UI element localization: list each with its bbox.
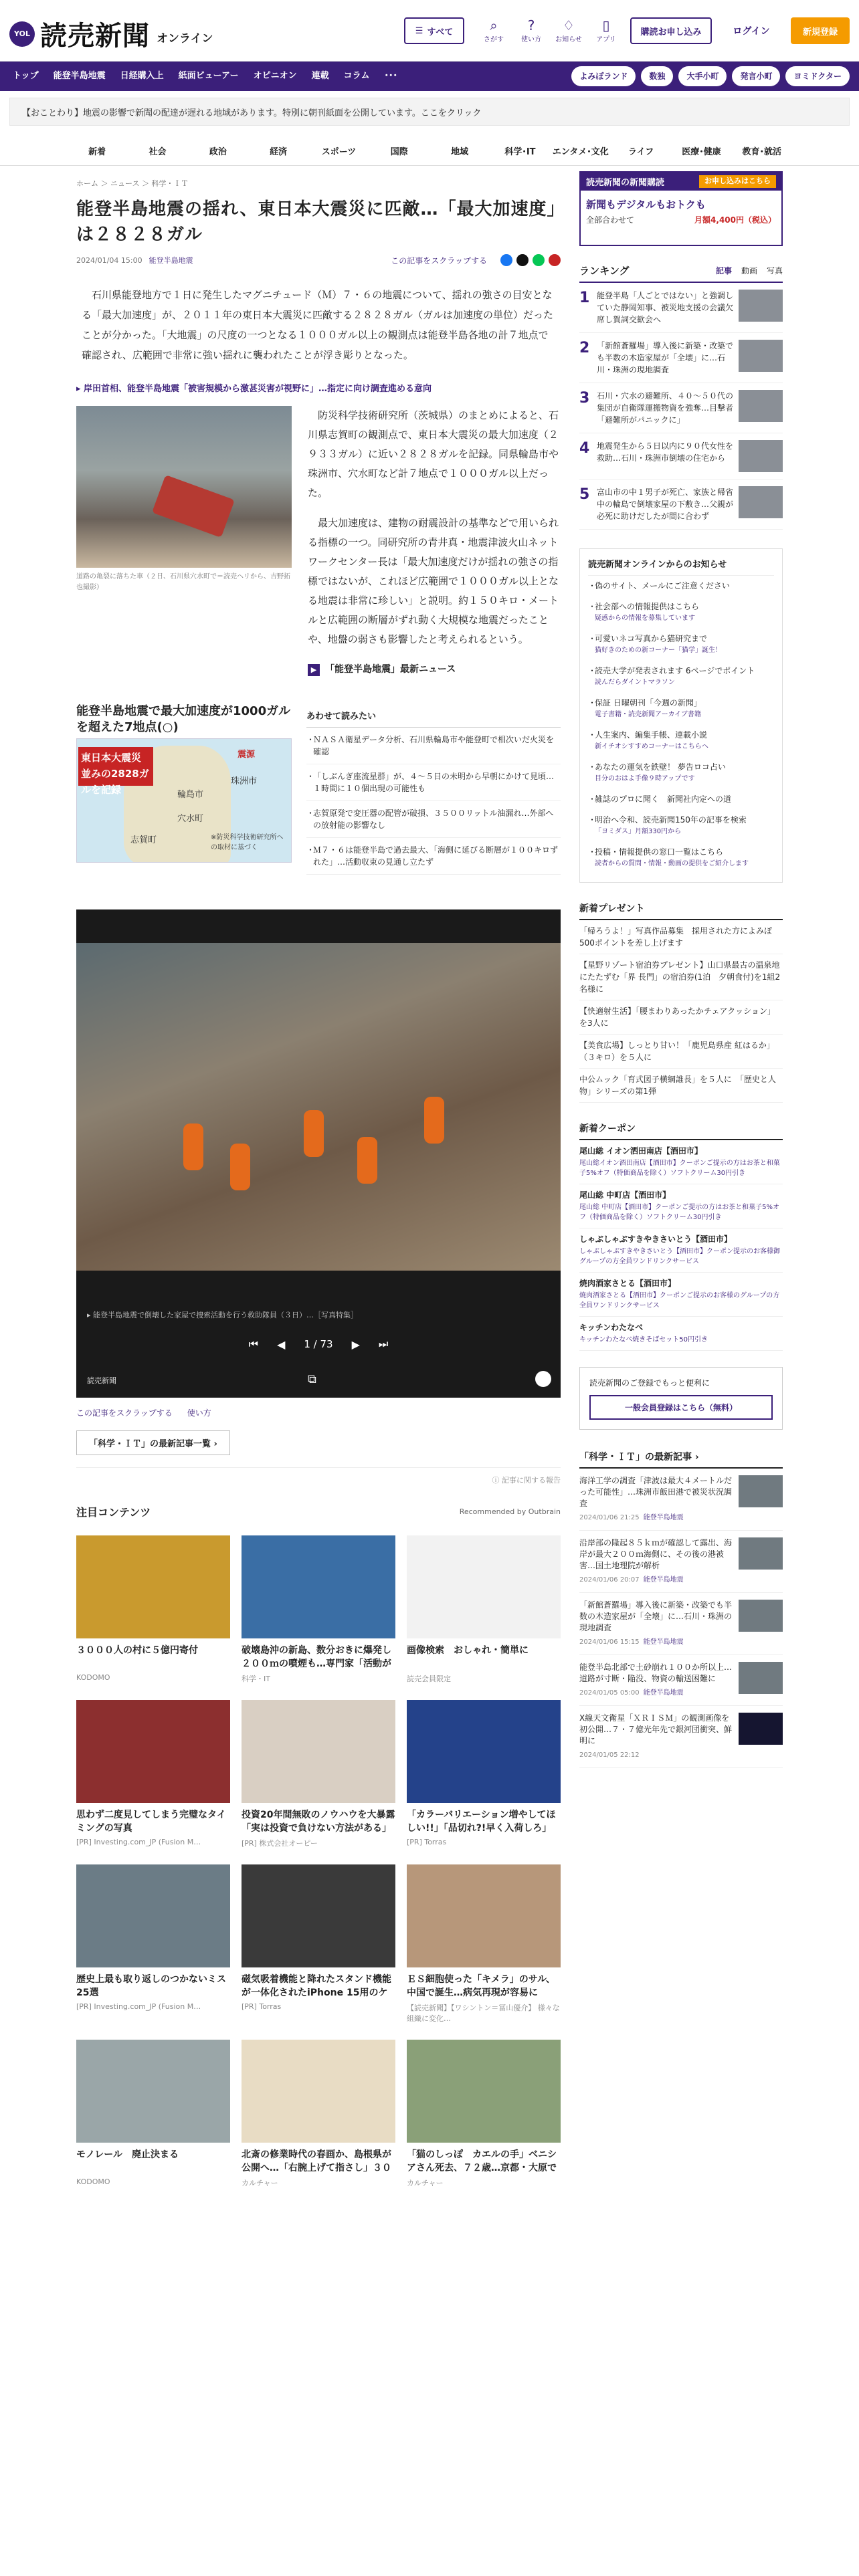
map-title: 能登半島地震で最大加速度が1000ガルを超えた7地点(○) bbox=[76, 704, 291, 734]
ranking-item[interactable]: 3 石川・穴水の避難所、４０～５０代の集団が自衛隊運搬物資を強奪…目撃者「避難所がパニックに」 bbox=[579, 383, 783, 433]
service-link[interactable]: ヨミドクター bbox=[785, 66, 850, 86]
ranking-thumb bbox=[739, 390, 783, 422]
section-tab[interactable]: エンタメ･文化 bbox=[552, 147, 609, 157]
recommend-card[interactable]: ３０００人の村に５億円寄付 KODOMO bbox=[76, 1535, 230, 1684]
gnav-item[interactable]: オピニオン bbox=[253, 71, 297, 81]
article-title: 能登半島地震の揺れ、東日本大震災に匹敵…「最大加速度」は２８２８ガル bbox=[76, 199, 557, 245]
present-heading: 新着プレゼント bbox=[579, 901, 783, 920]
map-label: 志賀町 bbox=[130, 835, 157, 845]
section-tab[interactable]: 地域 bbox=[451, 147, 469, 157]
article-date: 2024/01/04 15:00 bbox=[76, 256, 142, 265]
mail-icon[interactable] bbox=[549, 254, 561, 266]
last-icon[interactable]: ⏭ bbox=[378, 1337, 389, 1350]
announcement-item[interactable]: ・ 可愛いネコ写真から猫研究まで 猫好きのための新コーナー「猫学」誕生！ bbox=[588, 629, 774, 661]
line-icon[interactable] bbox=[533, 254, 545, 266]
card-image bbox=[407, 1700, 561, 1803]
article-lead: 石川県能登地方で１日に発生したマグニチュード（Ｍ）７・６の地震について、揺れの強さの目安となる「最大加速度」が、２０１１年の東日本大震災に匹敵する２８２８ガル（ガルは加速度の単位）だったことが分かった。「大地震」の尺度の一つとなる１０００ガル以上の観測点は能登半島各地の計７地点で確認され、広範囲で非常に強い揺れに襲われたことが浮き彫りとなった。 bbox=[82, 289, 554, 361]
coupon-item[interactable]: 焼肉酒家さとる【酒田市】 焼肉酒家さとる【酒田市】クーポンご提示のお客様のグループの方全員ワンドリンクサービス bbox=[579, 1273, 783, 1317]
recommend-card[interactable]: 歴史上最も取り返しのつかないミス25選 [PR] Investing.com_JP (Fusion M… bbox=[76, 1864, 230, 2024]
card-image bbox=[76, 1700, 230, 1803]
article-tools bbox=[76, 1407, 561, 1418]
map-readalso-block bbox=[76, 704, 561, 875]
map-label: 珠洲市 bbox=[231, 776, 258, 786]
announcement-item[interactable]: ・ 投稿・情報提供の窓口一覧はこちら 読者からの質問・情報・動画の提供をご紹介します bbox=[588, 842, 774, 874]
member-register-box bbox=[579, 1367, 783, 1430]
announcement-item[interactable]: ・ 保証 日曜朝刊「今週の新聞」 電子書籍・読売新聞アーカイブ書籍 bbox=[588, 693, 774, 725]
coupon-item[interactable]: 尾山総 イオン洒田南店【酒田市】 尾山総イオン酒田南店【酒田市】クーポンご提示の方はお茶と和菓子5%オフ（特価商品を除く）ソフトクリーム30円引き bbox=[579, 1140, 783, 1184]
attention-header bbox=[76, 1504, 561, 1519]
ranking-item[interactable]: 4 地震発生から５日以内に９０代女性を救助…石川・珠洲市倒壊の住宅から bbox=[579, 433, 783, 479]
coupon-heading: 新着クーポン bbox=[579, 1121, 783, 1140]
service-links bbox=[571, 66, 850, 86]
search-button[interactable]: ⌕ さがす bbox=[478, 17, 510, 43]
app-icon: ▯ bbox=[602, 17, 610, 33]
prev-icon[interactable]: ◀ bbox=[277, 1337, 286, 1351]
search-icon: ⌕ bbox=[490, 17, 498, 33]
article-photo[interactable] bbox=[76, 406, 292, 568]
gallery-brand: 読売新聞 bbox=[87, 1376, 116, 1385]
recommend-card[interactable]: モノレール 廃止決まる KODOMO bbox=[76, 2040, 230, 2188]
recommend-card[interactable]: 破壊島沖の新島、数分おきに爆発し２００ｍの噴煙も…専門家「活動が 科学・IT bbox=[242, 1535, 395, 1684]
map-highlight-label: 東日本大震災並みの2828ガルを記録 bbox=[78, 747, 153, 786]
ranking-thumb bbox=[739, 290, 783, 322]
announcement-item[interactable]: ・ 雑誌のプロに聞く 新聞社内定への道 bbox=[588, 789, 774, 810]
logo-title: 読売新聞 bbox=[40, 20, 150, 51]
read-also-item[interactable]: ・ 「しぶんぎ座流星群」が、４～５日の未明から早朝にかけて見頃…１時間に１０個出現の可能性も bbox=[306, 764, 561, 801]
arrow-icon: ▶ bbox=[308, 664, 320, 676]
present-item[interactable]: 【星野リゾート宿泊券プレゼント】山口県最古の温泉地にたたずむ「界 長門」の宿泊券(1泊 夕朝食付)を1組2名様に bbox=[579, 954, 783, 1000]
service-link[interactable]: 大手小町 bbox=[678, 66, 727, 86]
section-tab[interactable]: 政治 bbox=[209, 147, 227, 157]
card-image bbox=[407, 2040, 561, 2143]
article-paragraph: 最大加速度は、建物の耐震設計の基準などで用いられる指標の一つ。同研究所の青井真・地震津波火山ネットワークセンター長は「最大加速度だけが揺れの強さの指標ではないが、これほど広範囲で１０００ガル以上となる地震は非常に珍しい」と説明。約１５０キロ・メートルと広範囲の断層がずれ動く大規模な地震だったことや、地盤の弱さも影響したと考えられるという。 bbox=[308, 517, 559, 645]
article-tag[interactable]: 能登半島地震 bbox=[149, 256, 193, 265]
latest-item[interactable]: 「新館蒼羅場」導入後に新築・改築でも半数の木造家屋が「全壊」に…石川・珠洲の現地調査 2024/01/06 15:15 能登半島地震 bbox=[579, 1593, 783, 1655]
zoom-icon[interactable] bbox=[535, 1371, 551, 1387]
help-icon: ? bbox=[527, 17, 535, 33]
card-image bbox=[76, 1864, 230, 1967]
map-note: ※防災科学技術研究所への取材に基づく bbox=[211, 834, 284, 851]
map-figure[interactable] bbox=[76, 704, 292, 875]
coupon-item[interactable]: 尾山総 中町店【酒田市】 尾山総 中町店【酒田市】クーポンご提示の方はお茶と和菓子5%オフ（特価商品を除く）ソフトクリーム30円引き bbox=[579, 1184, 783, 1228]
recommend-card[interactable]: 北斎の修業時代の春画か、島根県が公開へ…「右腕上げて指さし」３０ カルチャー bbox=[242, 2040, 395, 2188]
ranking-title: ランキング bbox=[579, 265, 630, 277]
latest-item[interactable]: 海洋工学の調査「津波は最大４メートルだった可能性」…珠洲市飯田港で被災状況調査 2024/01/06 21:25 能登半島地震 bbox=[579, 1469, 783, 1531]
gallery-counter: 1 / 73 bbox=[304, 1338, 333, 1350]
ranking-tab[interactable]: 動画 bbox=[741, 266, 757, 276]
facebook-icon[interactable] bbox=[500, 254, 512, 266]
report-link[interactable]: ⓘ 記事に関する報告 bbox=[76, 1467, 561, 1485]
read-also-item[interactable]: ・ Ｍ７・６は能登半島で過去最大、「海側に延びる断層が１００キロずれた」…活動収束の見通し立たず bbox=[306, 838, 561, 875]
ranking-tab[interactable]: 記事 bbox=[715, 266, 732, 276]
gnav-item[interactable]: トップ bbox=[13, 71, 39, 81]
latest-item[interactable]: X線天文衛星「ＸＲＩＳＭ」の観測画像を初公開…７・７億光年先で銀河団衝突、鮮明に 2024/01/05 22:12 bbox=[579, 1706, 783, 1768]
recommend-card[interactable]: 思わず二度見してしまう完璧なタイミングの写真 [PR] Investing.com_JP (Fusion M… bbox=[76, 1700, 230, 1848]
section-tab[interactable]: スポーツ bbox=[321, 147, 357, 157]
coupon-item[interactable]: キッチンわたなべ キッチンわたなべ焼きそばセット50円引き bbox=[579, 1317, 783, 1351]
article-column bbox=[76, 171, 561, 2188]
card-image bbox=[242, 2040, 395, 2143]
read-also-item[interactable]: ・ 志賀原発で変圧器の配管が破損、３５００リットル油漏れ…外部への放射能の影響なし bbox=[306, 801, 561, 838]
announcement-item[interactable]: ・ 明治へ令和、読売新聞150年の記事を検索 「ヨミダス」月額330円から bbox=[588, 810, 774, 842]
service-link[interactable]: 数独 bbox=[641, 66, 673, 86]
announcements-title: 読売新聞オンラインからのお知らせ bbox=[588, 557, 774, 576]
ranking-item[interactable]: 5 富山市の中１男子が死亡、家族と帰省中の輪島で倒壊家屋の下敷き…父親が必死に助けだしたが間に合わず bbox=[579, 479, 783, 530]
category-latest-heading[interactable]: 「科学・ＩＴ」の最新記事 › bbox=[579, 1450, 783, 1469]
card-image bbox=[76, 2040, 230, 2143]
gallery-caption[interactable]: ▸ 能登半島地震で倒壊した家屋で捜索活動を行う救助隊員（３日）…［写真特集］ bbox=[87, 1311, 359, 1319]
service-link[interactable]: よみぽランド bbox=[571, 66, 636, 86]
global-nav bbox=[0, 62, 859, 91]
play-icon: ▸ bbox=[87, 1311, 94, 1319]
latest-thumb bbox=[739, 1475, 783, 1507]
related-link[interactable]: ▸ 岸田首相、能登半島地震「被害規模から激甚災害が視野に」…指定に向け調査進める意向 bbox=[76, 384, 432, 394]
member-register-text: 読売新聞のご登録でもっと便利に bbox=[589, 1378, 710, 1388]
first-icon[interactable]: ⏮ bbox=[248, 1337, 259, 1350]
logo-badge: YOL bbox=[9, 21, 35, 47]
recommend-card[interactable]: 「カラーバリエーション増やしてほしい!!」「品切れ?!早く入荷しろ」 [PR] Torras bbox=[407, 1700, 561, 1848]
coupon-item[interactable]: しゃぶしゃぶすきやきさいとう【酒田市】 しゃぶしゃぶすきやきさいとう【酒田市】クーポン提示のお客様御グループの方全員ワンドリンクサービス bbox=[579, 1228, 783, 1273]
notice-banner[interactable]: 【おことわり】地震の影響で新聞の配達が遅れる地域があります。特別に朝刊紙面を公開しています。ここをクリック bbox=[9, 98, 850, 126]
section-tab[interactable]: 経済 bbox=[270, 147, 288, 157]
article-figure-block bbox=[76, 406, 561, 679]
section-tab[interactable]: 教育･就活 bbox=[742, 147, 782, 157]
latest-item[interactable]: 能登半島北部で土砂崩れ１００か所以上…道路が寸断・陥没、物資の輸送困難に 2024/01/05 05:00 能登半島地震 bbox=[579, 1655, 783, 1706]
howto-link[interactable]: 使い方 bbox=[187, 1408, 211, 1418]
all-menu-button[interactable]: ☰ すべて bbox=[404, 17, 464, 44]
card-image bbox=[76, 1535, 230, 1638]
announcement-item[interactable]: ・ 偽のサイト、メールにご注意ください bbox=[588, 576, 774, 597]
present-item[interactable]: 「帰ろうよ！」写真作品募集 採用された方によみぽ500ポイントを差し上げます bbox=[579, 920, 783, 954]
photo-caption: 道路の亀裂に落ちた車（２日、石川県穴水町で＝読売ヘリから、吉野拓也撮影） bbox=[76, 573, 290, 591]
map-label: 穴水町 bbox=[177, 814, 204, 824]
more-icon[interactable]: ･･･ bbox=[384, 71, 398, 81]
section-tab[interactable]: 国際 bbox=[390, 147, 408, 157]
subscribe-button[interactable]: 購読お申し込み bbox=[630, 17, 712, 44]
logo-subtitle: オンライン bbox=[157, 32, 213, 45]
read-also-list bbox=[306, 704, 561, 875]
hamburger-icon: ☰ bbox=[415, 25, 423, 36]
category-latest-button[interactable]: 「科学・ＩＴ」の最新記事一覧 › bbox=[76, 1430, 230, 1455]
site-header bbox=[0, 0, 859, 62]
outbrain-label[interactable]: Recommended by Outbrain bbox=[459, 1507, 561, 1516]
gallery-photo[interactable] bbox=[76, 943, 561, 1271]
breadcrumb[interactable]: ホーム ＞ ニュース ＞ 科学・ＩＴ bbox=[76, 179, 189, 188]
card-image bbox=[407, 1864, 561, 1967]
latest-news-link[interactable]: ▶ 「能登半島地震」最新ニュース bbox=[308, 660, 561, 679]
photo-gallery bbox=[76, 909, 561, 1398]
notification-button[interactable]: ♢ お知らせ bbox=[553, 17, 585, 43]
card-image bbox=[407, 1535, 561, 1638]
scrap-bottom-button[interactable]: この記事をスクラップする bbox=[76, 1408, 173, 1418]
ranking-thumb bbox=[739, 440, 783, 472]
announcement-item[interactable]: ・ 読売大学が発表されます 6ページでポイント 読んだらダイントマラソン bbox=[588, 661, 774, 693]
section-tab[interactable]: ライフ bbox=[628, 147, 654, 157]
attention-title: 注目コンテンツ bbox=[76, 1506, 151, 1519]
article-paragraph: 防災科学技術研究所（茨城県）のまとめによると、石川県志賀町の観測点で、東日本大震災の最大加速度（２９３３ガル）に近い２８２８ガルを記録。同県輪島市や珠洲市、穴水町など計７地点で１０００ガル以上だった。 bbox=[308, 409, 559, 499]
read-also-item[interactable]: ・ ＮＡＳＡ衛星データ分析、石川県輪島市や能登町で相次いだ火災を確認 bbox=[306, 728, 561, 764]
present-item[interactable]: 【快適射生活】「腰まわりあったかチェアクッション」を3人に bbox=[579, 1000, 783, 1035]
present-item[interactable]: 中公ムック「育式図子横綱誰長」を５人に 「歴史と人物」シリーズの第1弾 bbox=[579, 1069, 783, 1103]
scrap-button[interactable]: この記事をスクラップする bbox=[391, 255, 487, 265]
recommend-card[interactable]: 投資20年間無敗のノウハウを大暴露「実は投資で負けない方法がある」 [PR] 株式会社オーピー bbox=[242, 1700, 395, 1848]
gallery-controls bbox=[76, 1337, 561, 1351]
recommend-card[interactable]: ＥＳ細胞使った「キメラ」のサル、中国で誕生…病気再現が容易に 【読売新聞】【ワシントン＝冨山優介】 様々な組織に変化… bbox=[407, 1864, 561, 2024]
recommend-card[interactable]: 画像検索 おしゃれ・簡単に 読売会員限定 bbox=[407, 1535, 561, 1684]
sidebar bbox=[579, 171, 783, 1768]
section-nav bbox=[0, 136, 859, 166]
share-bar bbox=[391, 254, 561, 266]
register-button[interactable]: 新規登録 bbox=[791, 17, 850, 44]
subscribe-banner[interactable]: 読売新聞の新聞購読 お申し込みはこちら 新聞もデジタルもおトクも 全部合わせて 月額4,400円（税込） bbox=[579, 171, 783, 246]
map-label: 震源 bbox=[237, 750, 256, 760]
ranking-header bbox=[579, 263, 783, 283]
ranking-thumb bbox=[739, 340, 783, 372]
login-button[interactable]: ログイン bbox=[733, 26, 770, 37]
gnav-item[interactable]: コラム bbox=[343, 71, 370, 81]
ranking-item[interactable]: 1 能登半島「人ごとではない」と強調していた静岡知事、被災地支援の会議欠席し賀詞交歓会へ bbox=[579, 283, 783, 333]
latest-thumb bbox=[739, 1537, 783, 1570]
expand-icon[interactable]: ⧉ bbox=[308, 1372, 316, 1386]
latest-item[interactable]: 沿岸部の隆起８５ｋｍが確認して露出、海岸が最大２００ｍ海側に、その後の港被害…国土地理院が解析 2024/01/06 20:07 能登半島地震 bbox=[579, 1531, 783, 1593]
announcement-item[interactable]: ・ あなたの運気を鉄壁！ 夢告ロコ占い 目分のおはよ手像９時アップです bbox=[588, 757, 774, 789]
card-image bbox=[242, 1535, 395, 1638]
help-button[interactable]: ? 使い方 bbox=[515, 17, 547, 43]
bell-icon: ♢ bbox=[563, 17, 575, 33]
section-tab[interactable]: 科学･IT bbox=[504, 147, 536, 157]
service-link[interactable]: 発言小町 bbox=[732, 66, 780, 86]
gnav-item[interactable]: 能登半島地震 bbox=[53, 71, 106, 81]
gnav-item[interactable]: 連載 bbox=[311, 71, 329, 81]
latest-thumb bbox=[739, 1600, 783, 1632]
card-image bbox=[242, 1700, 395, 1803]
ranking-item[interactable]: 2 「新館蒼羅場」導入後に新築・改築でも半数の木造家屋が「全壊」に…石川・珠洲の現地調査 bbox=[579, 333, 783, 383]
gnav-item[interactable]: 日経購入上 bbox=[120, 71, 164, 81]
section-tab[interactable]: 医療･健康 bbox=[682, 147, 721, 157]
read-also-heading: あわせて読みたい bbox=[306, 709, 561, 728]
next-icon[interactable]: ▶ bbox=[351, 1337, 360, 1351]
site-logo[interactable] bbox=[9, 15, 213, 53]
announcement-item[interactable]: ・ 社会部への情報提供はこちら 疑惑からの情報を募集しています bbox=[588, 597, 774, 629]
recommend-card[interactable]: 磁気吸着機能と降れたスタンド機能が一体化されたiPhone 15用のケ [PR] Torras bbox=[242, 1864, 395, 2024]
map-label: 輪島市 bbox=[177, 790, 204, 800]
latest-thumb bbox=[739, 1713, 783, 1745]
announcements-box bbox=[579, 548, 783, 883]
recommend-grid bbox=[76, 1535, 561, 2188]
ranking-thumb bbox=[739, 486, 783, 518]
header-icon-group bbox=[478, 17, 622, 43]
app-button[interactable]: ▯ アプリ bbox=[590, 17, 622, 43]
present-item[interactable]: 【美食広場】しっとり甘い！「鹿児島県産 紅はるか」（３キロ）を５人に bbox=[579, 1035, 783, 1069]
section-tab[interactable]: 社会 bbox=[149, 147, 167, 157]
x-icon[interactable] bbox=[516, 254, 529, 266]
latest-thumb bbox=[739, 1662, 783, 1694]
epicenter-map bbox=[76, 738, 292, 863]
recommend-card[interactable]: 「猫のしっぽ カエルの手」ベニシアさん死去、７２歳…京都・大原で カルチャー bbox=[407, 2040, 561, 2188]
member-register-button[interactable]: 一般会員登録はこちら（無料） bbox=[589, 1395, 773, 1420]
section-tab[interactable]: 新着 bbox=[88, 147, 106, 157]
card-image bbox=[242, 1864, 395, 1967]
ranking-tab[interactable]: 写真 bbox=[766, 266, 783, 276]
announcement-item[interactable]: ・ 人生案内、編集手帳、連載小説 新イチオシすすめコーナーはこちらへ bbox=[588, 725, 774, 757]
article-meta bbox=[76, 254, 561, 266]
gnav-item[interactable]: 紙面ビューアー bbox=[178, 71, 239, 81]
